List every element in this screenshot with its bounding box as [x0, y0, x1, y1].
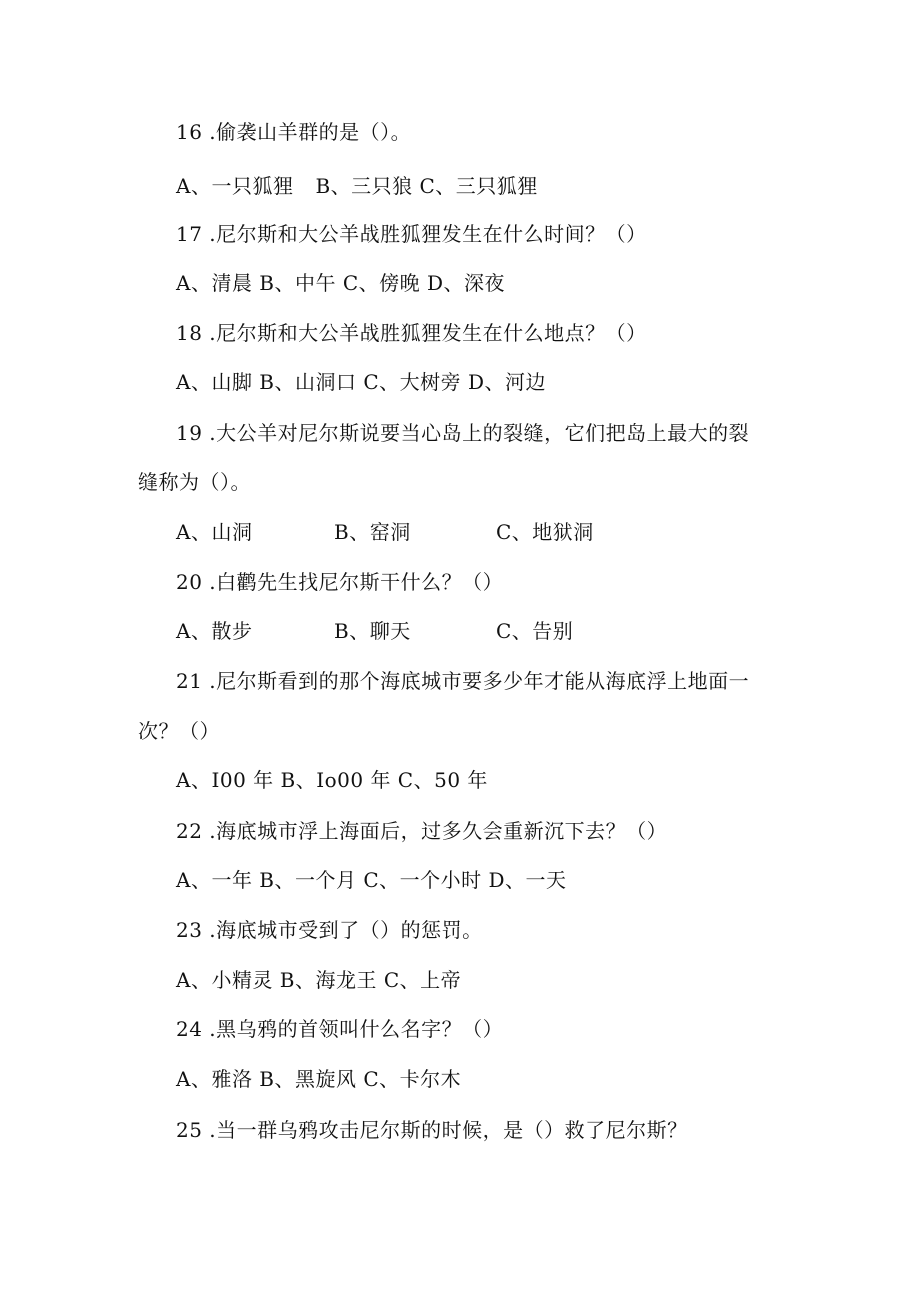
question-23: 23 .海底城市受到了（）的惩罚。: [176, 918, 483, 942]
question-19-continuation: 缝称为（）。: [138, 470, 251, 494]
question-18: 18 .尼尔斯和大公羊战胜狐狸发生在什么地点？（）: [176, 321, 647, 345]
option-c: C、地狱洞: [496, 520, 594, 544]
option-b: B、聊天: [334, 619, 411, 643]
option-b: B、窑洞: [334, 520, 411, 544]
question-19: 19 .大公羊对尼尔斯说要当心岛上的裂缝，它们把岛上最大的裂: [176, 421, 750, 445]
question-21: 21 .尼尔斯看到的那个海底城市要多少年才能从海底浮上地面一: [176, 669, 750, 693]
question-23-options: A、小精灵 B、海龙王 C、上帝: [176, 968, 462, 992]
question-24-options: A、雅洛 B、黑旋风 C、卡尔木: [176, 1067, 462, 1091]
question-20: 20 .白鹳先生找尼尔斯干什么？（）: [176, 570, 504, 594]
question-24: 24 .黑乌鸦的首领叫什么名字？（）: [176, 1017, 504, 1041]
question-22-options: A、一年 B、一个月 C、一个小时 D、一天: [176, 868, 567, 892]
question-16-options: [176, 172, 538, 200]
question-21-continuation: 次？（）: [138, 719, 220, 743]
option-b: B、三只狼 C、三只狐狸: [315, 174, 538, 198]
question-21-options: A、I00 年 B、Io00 年 C、50 年: [176, 768, 488, 792]
option-a: A、山洞: [176, 520, 253, 544]
question-22: 22 .海底城市浮上海面后，过多久会重新沉下去？（）: [176, 819, 668, 843]
question-17: 17 .尼尔斯和大公羊战胜狐狸发生在什么时间？（）: [176, 222, 647, 246]
question-16: 16 .偷袭山羊群的是（）。: [176, 120, 412, 144]
option-a: A、散步: [176, 619, 253, 643]
option-c: C、告别: [496, 619, 574, 643]
question-17-options: A、清晨 B、中午 C、傍晚 D、深夜: [176, 271, 506, 295]
question-18-options: A、山脚 B、山洞口 C、大树旁 D、河边: [176, 370, 547, 394]
question-25: 25 .当一群乌鸦攻击尼尔斯的时候，是（）救了尼尔斯？: [176, 1118, 688, 1142]
option-a: A、一只狐狸: [176, 174, 294, 198]
